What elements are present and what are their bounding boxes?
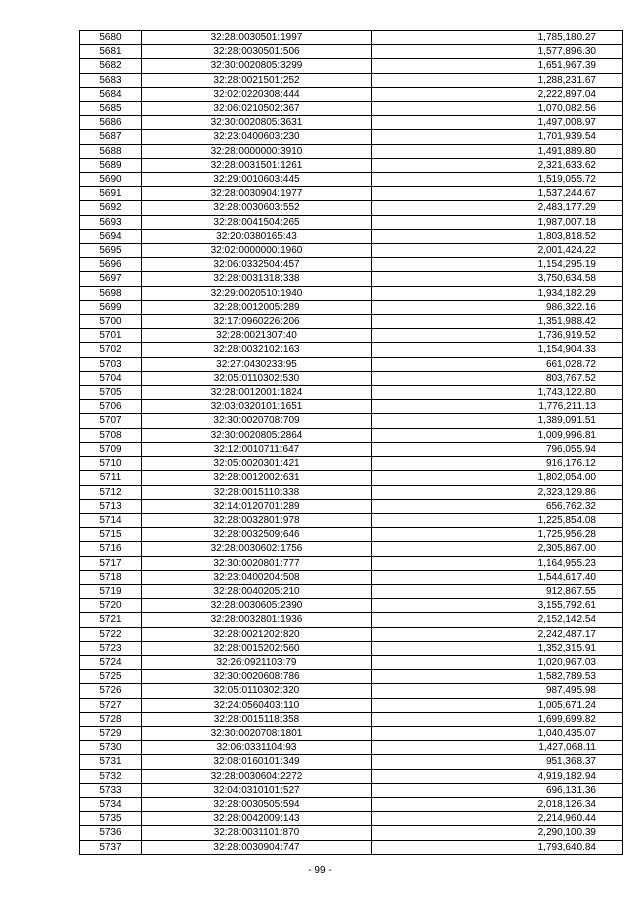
table-row [80, 130, 623, 144]
table-row [80, 386, 623, 400]
table-row [80, 726, 623, 740]
table-row [80, 244, 623, 258]
row-number-cell: 5732 [80, 769, 142, 783]
row-number-cell: 5721 [80, 613, 142, 627]
row-number-cell: 5728 [80, 712, 142, 726]
table-row [80, 457, 623, 471]
table-row [80, 215, 623, 229]
row-number-cell: 5729 [80, 726, 142, 740]
row-number-cell: 5688 [80, 144, 142, 158]
cadastral-number-cell: 32:28:0030501:506 [142, 45, 372, 59]
cadastral-number-cell: 32:28:0032102:163 [142, 343, 372, 357]
row-number-cell: 5737 [80, 840, 142, 854]
row-number-cell: 5689 [80, 158, 142, 172]
row-number-cell: 5736 [80, 826, 142, 840]
table-row [80, 684, 623, 698]
cadastral-number-cell: 32:28:0021501:252 [142, 73, 372, 87]
cadastral-number-cell: 32:28:0030603:552 [142, 201, 372, 215]
value-cell: 1,389,091.51 [372, 414, 623, 428]
value-cell: 1,497,008.97 [372, 116, 623, 130]
table-row [80, 613, 623, 627]
row-number-cell: 5701 [80, 329, 142, 343]
row-number-cell: 5731 [80, 755, 142, 769]
value-cell: 3,750,634.58 [372, 272, 623, 286]
table-row [80, 173, 623, 187]
row-number-cell: 5703 [80, 357, 142, 371]
row-number-cell: 5712 [80, 485, 142, 499]
row-number-cell: 5723 [80, 641, 142, 655]
value-cell: 2,018,126.34 [372, 797, 623, 811]
row-number-cell: 5720 [80, 599, 142, 613]
row-number-cell: 5698 [80, 286, 142, 300]
cadastral-number-cell: 32:28:0021202:820 [142, 627, 372, 641]
table-row [80, 272, 623, 286]
table-row [80, 783, 623, 797]
value-cell: 1,427,068.11 [372, 741, 623, 755]
value-cell: 1,154,904.33 [372, 343, 623, 357]
row-number-cell: 5730 [80, 741, 142, 755]
value-cell: 1,009,996.81 [372, 428, 623, 442]
table-row [80, 542, 623, 556]
table-row [80, 528, 623, 542]
table-row [80, 471, 623, 485]
value-cell: 1,582,789.53 [372, 670, 623, 684]
value-cell: 1,491,889.80 [372, 144, 623, 158]
value-cell: 803,767.52 [372, 371, 623, 385]
value-cell: 1,519,055.72 [372, 173, 623, 187]
row-number-cell: 5710 [80, 457, 142, 471]
value-cell: 1,544,617.40 [372, 570, 623, 584]
row-number-cell: 5684 [80, 87, 142, 101]
cadastral-number-cell: 32:28:0030602:1756 [142, 542, 372, 556]
value-cell: 916,176.12 [372, 457, 623, 471]
row-number-cell: 5722 [80, 627, 142, 641]
row-number-cell: 5716 [80, 542, 142, 556]
cadastral-number-cell: 32:28:0030605:2390 [142, 599, 372, 613]
table-row [80, 45, 623, 59]
value-cell: 951,368.37 [372, 755, 623, 769]
table-row [80, 655, 623, 669]
row-number-cell: 5733 [80, 783, 142, 797]
value-cell: 1,743,122.80 [372, 386, 623, 400]
table-body [80, 31, 623, 855]
row-number-cell: 5718 [80, 570, 142, 584]
cadastral-number-cell: 32:28:0030505:594 [142, 797, 372, 811]
cadastral-number-cell: 32:28:0012001:1824 [142, 386, 372, 400]
cadastral-number-cell: 32:28:0015202:560 [142, 641, 372, 655]
cadastral-number-cell: 32:06:0331104:93 [142, 741, 372, 755]
cadastral-number-cell: 32:28:0032801:1936 [142, 613, 372, 627]
value-cell: 1,987,007.18 [372, 215, 623, 229]
cadastral-number-cell: 32:28:0021307:40 [142, 329, 372, 343]
value-cell: 4,919,182.94 [372, 769, 623, 783]
row-number-cell: 5708 [80, 428, 142, 442]
table-row [80, 428, 623, 442]
table-row [80, 485, 623, 499]
table-row [80, 371, 623, 385]
table-row [80, 812, 623, 826]
cadastral-number-cell: 32:08:0160101:349 [142, 755, 372, 769]
table-row [80, 414, 623, 428]
value-cell: 1,351,988.42 [372, 315, 623, 329]
cadastral-number-cell: 32:30:0020608:786 [142, 670, 372, 684]
value-cell: 1,776,211.13 [372, 400, 623, 414]
row-number-cell: 5702 [80, 343, 142, 357]
value-cell: 1,802,054.00 [372, 471, 623, 485]
cadastral-number-cell: 32:28:0041504:265 [142, 215, 372, 229]
value-cell: 1,577,896.30 [372, 45, 623, 59]
table-row [80, 712, 623, 726]
row-number-cell: 5709 [80, 442, 142, 456]
value-cell: 1,005,671.24 [372, 698, 623, 712]
value-cell: 1,736,919.52 [372, 329, 623, 343]
row-number-cell: 5705 [80, 386, 142, 400]
row-number-cell: 5719 [80, 584, 142, 598]
cadastral-number-cell: 32:28:0030904:747 [142, 840, 372, 854]
cadastral-number-cell: 32:20:0380165:43 [142, 229, 372, 243]
row-number-cell: 5699 [80, 300, 142, 314]
row-number-cell: 5681 [80, 45, 142, 59]
value-cell: 696,131.36 [372, 783, 623, 797]
row-number-cell: 5706 [80, 400, 142, 414]
cadastral-number-cell: 32:17:0960226:206 [142, 315, 372, 329]
table-row [80, 840, 623, 854]
table-row [80, 286, 623, 300]
cadastral-number-cell: 32:28:0040205:210 [142, 584, 372, 598]
row-number-cell: 5696 [80, 258, 142, 272]
value-cell: 1,070,082.56 [372, 102, 623, 116]
table-row [80, 187, 623, 201]
value-cell: 2,001,424.22 [372, 244, 623, 258]
page-number: - 99 - [308, 865, 332, 876]
cadastral-number-cell: 32:05:0110302:530 [142, 371, 372, 385]
value-cell: 3,155,792.61 [372, 599, 623, 613]
cadastral-number-cell: 32:30:0020708:1801 [142, 726, 372, 740]
table-row [80, 158, 623, 172]
row-number-cell: 5683 [80, 73, 142, 87]
cadastral-number-cell: 32:29:0010603:445 [142, 173, 372, 187]
table-row [80, 513, 623, 527]
table-row [80, 499, 623, 513]
table-row [80, 87, 623, 101]
cadastral-number-cell: 32:02:0000000:1960 [142, 244, 372, 258]
row-number-cell: 5711 [80, 471, 142, 485]
table-row [80, 584, 623, 598]
cadastral-number-cell: 32:23:0400204:508 [142, 570, 372, 584]
value-cell: 1,785,180.27 [372, 31, 623, 45]
value-cell: 1,040,435.07 [372, 726, 623, 740]
cadastral-number-cell: 32:04:0310101:527 [142, 783, 372, 797]
row-number-cell: 5725 [80, 670, 142, 684]
value-cell: 1,701,939.54 [372, 130, 623, 144]
value-cell: 661,028.72 [372, 357, 623, 371]
cadastral-number-cell: 32:03:0320101:1651 [142, 400, 372, 414]
cadastral-number-cell: 32:27:0430233:95 [142, 357, 372, 371]
value-cell: 1,934,182.29 [372, 286, 623, 300]
value-cell: 1,793,640.84 [372, 840, 623, 854]
cadastral-number-cell: 32:24:0560403:110 [142, 698, 372, 712]
cadastral-number-cell: 32:30:0020805:3631 [142, 116, 372, 130]
value-cell: 2,321,633.62 [372, 158, 623, 172]
table-row [80, 343, 623, 357]
value-cell: 986,322.16 [372, 300, 623, 314]
table-row [80, 556, 623, 570]
cadastral-number-cell: 32:28:0012005:289 [142, 300, 372, 314]
table-row [80, 59, 623, 73]
row-number-cell: 5715 [80, 528, 142, 542]
table-row [80, 357, 623, 371]
value-cell: 1,288,231.67 [372, 73, 623, 87]
table-row [80, 315, 623, 329]
cadastral-number-cell: 32:28:0015118:358 [142, 712, 372, 726]
value-cell: 1,725,956.28 [372, 528, 623, 542]
cadastral-number-cell: 32:26:0921103:79 [142, 655, 372, 669]
cadastral-number-cell: 32:05:0110302:320 [142, 684, 372, 698]
cadastral-number-cell: 32:28:0015110:338 [142, 485, 372, 499]
cadastral-number-cell: 32:28:0030904:1977 [142, 187, 372, 201]
table-row [80, 826, 623, 840]
cadastral-number-cell: 32:28:0030501:1997 [142, 31, 372, 45]
value-cell: 1,164,955.23 [372, 556, 623, 570]
value-cell: 656,762.32 [372, 499, 623, 513]
value-cell: 1,537,244.67 [372, 187, 623, 201]
table-row [80, 627, 623, 641]
cadastral-number-cell: 32:28:0031318:338 [142, 272, 372, 286]
cadastral-number-cell: 32:06:0210502:367 [142, 102, 372, 116]
row-number-cell: 5700 [80, 315, 142, 329]
row-number-cell: 5695 [80, 244, 142, 258]
cadastral-number-cell: 32:30:0020708:709 [142, 414, 372, 428]
cadastral-number-cell: 32:05:0020301:421 [142, 457, 372, 471]
cadastral-number-cell: 32:23:0400603:230 [142, 130, 372, 144]
table-row [80, 797, 623, 811]
table-row [80, 144, 623, 158]
cadastral-number-cell: 32:30:0020805:3299 [142, 59, 372, 73]
row-number-cell: 5724 [80, 655, 142, 669]
row-number-cell: 5687 [80, 130, 142, 144]
row-number-cell: 5717 [80, 556, 142, 570]
row-number-cell: 5714 [80, 513, 142, 527]
value-cell: 2,222,897.04 [372, 87, 623, 101]
value-cell: 987,495.98 [372, 684, 623, 698]
row-number-cell: 5694 [80, 229, 142, 243]
cadastral-number-cell: 32:06:0332504:457 [142, 258, 372, 272]
table-row [80, 755, 623, 769]
value-cell: 1,651,967.39 [372, 59, 623, 73]
table-row [80, 329, 623, 343]
table-row [80, 741, 623, 755]
table-row [80, 258, 623, 272]
value-cell: 2,483,177.29 [372, 201, 623, 215]
table-row [80, 442, 623, 456]
cadastral-number-cell: 32:28:0000000:3910 [142, 144, 372, 158]
row-number-cell: 5691 [80, 187, 142, 201]
row-number-cell: 5692 [80, 201, 142, 215]
row-number-cell: 5697 [80, 272, 142, 286]
value-cell: 1,803,818.52 [372, 229, 623, 243]
cadastral-number-cell: 32:14:0120701:289 [142, 499, 372, 513]
cadastral-number-cell: 32:28:0032509:646 [142, 528, 372, 542]
table-row [80, 599, 623, 613]
row-number-cell: 5680 [80, 31, 142, 45]
value-cell: 796,055.94 [372, 442, 623, 456]
table-row [80, 670, 623, 684]
row-number-cell: 5726 [80, 684, 142, 698]
value-cell: 2,305,867.00 [372, 542, 623, 556]
row-number-cell: 5686 [80, 116, 142, 130]
table-row [80, 769, 623, 783]
value-cell: 2,152,142.54 [372, 613, 623, 627]
value-cell: 1,225,854.08 [372, 513, 623, 527]
table-row [80, 201, 623, 215]
value-cell: 1,154,295.19 [372, 258, 623, 272]
cadastral-number-cell: 32:28:0031101:870 [142, 826, 372, 840]
value-cell: 2,214,960.44 [372, 812, 623, 826]
table-row [80, 570, 623, 584]
row-number-cell: 5693 [80, 215, 142, 229]
table-row [80, 116, 623, 130]
table-row [80, 73, 623, 87]
row-number-cell: 5685 [80, 102, 142, 116]
cadastral-number-cell: 32:28:0031501:1261 [142, 158, 372, 172]
table-row [80, 300, 623, 314]
value-cell: 1,352,315.91 [372, 641, 623, 655]
cadastral-number-cell: 32:28:0032801:978 [142, 513, 372, 527]
row-number-cell: 5734 [80, 797, 142, 811]
value-cell: 912,867.55 [372, 584, 623, 598]
table-row [80, 641, 623, 655]
cadastral-number-cell: 32:30:0020801:777 [142, 556, 372, 570]
table-row [80, 31, 623, 45]
cadastral-value-table [79, 30, 623, 855]
value-cell: 2,242,487.17 [372, 627, 623, 641]
table-row [80, 229, 623, 243]
cadastral-number-cell: 32:12:0010711:647 [142, 442, 372, 456]
cadastral-number-cell: 32:28:0012002:631 [142, 471, 372, 485]
row-number-cell: 5682 [80, 59, 142, 73]
value-cell: 1,020,967.03 [372, 655, 623, 669]
cadastral-number-cell: 32:28:0030604:2272 [142, 769, 372, 783]
value-cell: 1,699,699.82 [372, 712, 623, 726]
row-number-cell: 5727 [80, 698, 142, 712]
row-number-cell: 5707 [80, 414, 142, 428]
row-number-cell: 5704 [80, 371, 142, 385]
cadastral-number-cell: 32:30:0020805:2864 [142, 428, 372, 442]
cadastral-number-cell: 32:29:0020510:1940 [142, 286, 372, 300]
value-cell: 2,323,129.86 [372, 485, 623, 499]
table-row [80, 102, 623, 116]
cadastral-number-cell: 32:02:0220308:444 [142, 87, 372, 101]
table-row [80, 698, 623, 712]
row-number-cell: 5713 [80, 499, 142, 513]
value-cell: 2,290,100.39 [372, 826, 623, 840]
table-row [80, 400, 623, 414]
cadastral-number-cell: 32:28:0042009:143 [142, 812, 372, 826]
row-number-cell: 5690 [80, 173, 142, 187]
row-number-cell: 5735 [80, 812, 142, 826]
